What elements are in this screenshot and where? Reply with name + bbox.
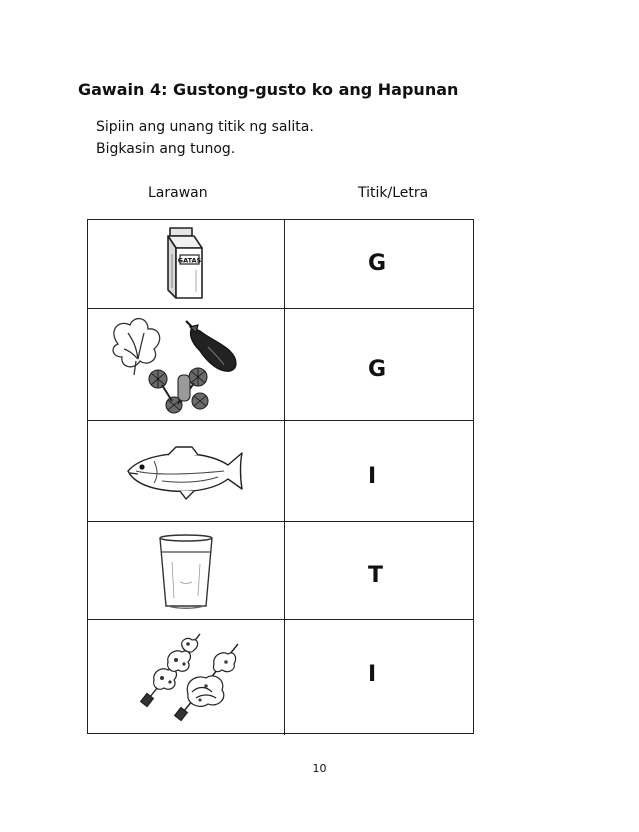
activity-title: Gawain 4: Gustong-gusto ko ang Hapunan [78, 80, 459, 99]
table-row [88, 309, 473, 421]
page-number: 10 [312, 762, 327, 775]
column-header-picture: Larawan [148, 185, 208, 201]
milk-carton-icon [88, 220, 285, 309]
worksheet-table [87, 219, 474, 734]
vegetables-icon [88, 309, 285, 421]
table-row [88, 220, 473, 309]
answer-letter: G [368, 251, 387, 276]
table-row [88, 620, 473, 735]
table-row [88, 421, 473, 522]
picture-cell [88, 309, 285, 420]
column-header-letter: Titik/Letra [358, 185, 429, 201]
barbecue-skewers-icon [88, 620, 285, 735]
instruction-line-2: Bigkasin ang tunog. [96, 141, 236, 157]
picture-cell [88, 220, 285, 308]
fish-icon [88, 421, 285, 522]
picture-cell [88, 522, 285, 619]
table-row [88, 522, 473, 620]
instruction-line-1: Sipiin ang unang titik ng salita. [96, 119, 314, 135]
picture-cell [88, 421, 285, 521]
carton-label: GATAS [177, 256, 202, 265]
picture-cell [88, 620, 285, 735]
glass-of-water-icon [88, 522, 285, 620]
answer-letter: I [368, 464, 377, 489]
answer-letter: G [368, 357, 387, 382]
answer-letter: I [368, 662, 377, 687]
answer-letter: T [368, 563, 384, 588]
